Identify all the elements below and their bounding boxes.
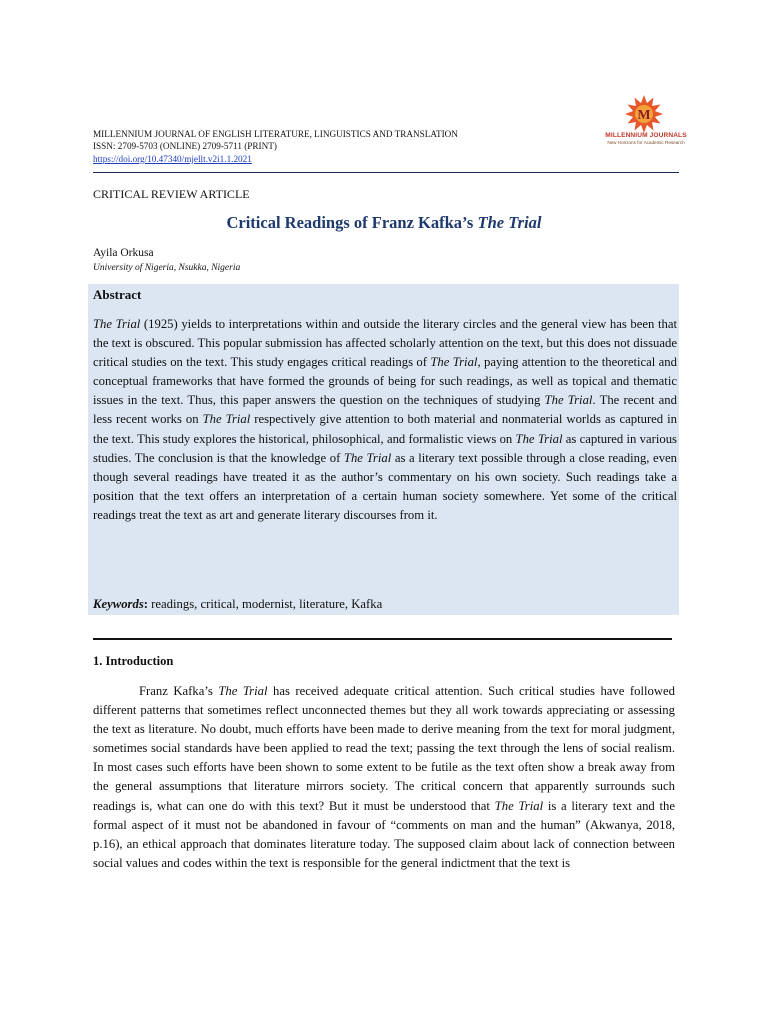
journal-header (93, 128, 553, 165)
article-type: CRITICAL REVIEW ARTICLE (93, 187, 250, 201)
keywords: Keywords: readings, critical, modernist, literature, Kafka (93, 597, 383, 611)
title-main: Critical Readings of Franz Kafka’s (226, 213, 478, 232)
keywords-list: readings, critical, modernist, literature, Kafka (147, 597, 383, 611)
journal-name: MILLENNIUM JOURNAL OF ENGLISH LITERATURE, LINGUISTICS AND TRANSLATION (93, 129, 458, 139)
author-name: Ayila Orkusa (93, 247, 154, 259)
logo-tagline: New Horizons for Academic Research (607, 140, 685, 145)
title-italic: The Trial (477, 213, 542, 232)
doi-link[interactable]: https://doi.org/10.47340/mjellt.v2i1.1.2021 (93, 153, 252, 164)
journal-issn: ISSN: 2709-5703 (ONLINE) 2709-5711 (PRINT) (93, 141, 277, 152)
svg-text:M: M (637, 108, 651, 123)
logo-name: MILLENNIUM JOURNALS (605, 132, 687, 139)
abstract-text: The Trial (1925) yields to interpretations within and outside the literary circles and the general view has been that the text is obscured. This popular submission has affected scholarly attention on the text, but this does not dissuade critical studies on the text. This study engages critical readings of The Trial, paying attention to the theoretical and conceptual frameworks that have formed the grounds of being for such readings, as well as topical and thematic issues in the text. Thus, this paper answers the question on the techniques of studying The Trial. The recent and less recent works on The Trial respectively give attention to both material and nonmaterial worlds as captured in the text. This study explores the historical, philosophical, and formalistic views on The Trial as captured in various studies. The conclusion is that the knowledge of The Trial as a literary text possible through a close reading, even though several readings have treated it as the author’s commentary on his own society. Such readings take a position that the text offers an interpretation of a certain human society somewhere. Yet some of the critical readings treat the text as art and generate literary discourses from it. (93, 317, 678, 522)
section-divider (93, 638, 672, 640)
article-title (93, 213, 675, 233)
keywords-label: Keywords (93, 597, 144, 611)
introduction-paragraph: Franz Kafka’s The Trial has received adequate critical attention. Such critical studies have followed different patterns that sometimes reflect unconnected themes but they all work towards appreciating or assessing the text as literature. No doubt, much efforts have been made to derive meaning from the text for moral judgment, sometimes social standards have been applied to read the text; passing the text through the lens of social realism. In most cases such efforts have been shown to some extent to be futile as the text often show a break away from the general assumptions that literature mirrors society. The critical concern that apparently surrounds such readings is, what can one do with this text? But it must be understood that The Trial is a literary text and the formal aspect of it must not be abandoned in favour of “comments on man and the human” (Akwanya, 2018, p.16), an ethical approach that dominates literature today. The supposed claim about lack of connection between social values and codes within the text is responsible for the general indictment that the text is (93, 684, 675, 870)
author-affiliation: University of Nigeria, Nsukka, Nigeria (93, 263, 241, 273)
journal-logo (596, 94, 696, 150)
header-divider (93, 172, 679, 173)
abstract-heading: Abstract (93, 287, 142, 302)
introduction-heading: 1. Introduction (93, 654, 174, 668)
